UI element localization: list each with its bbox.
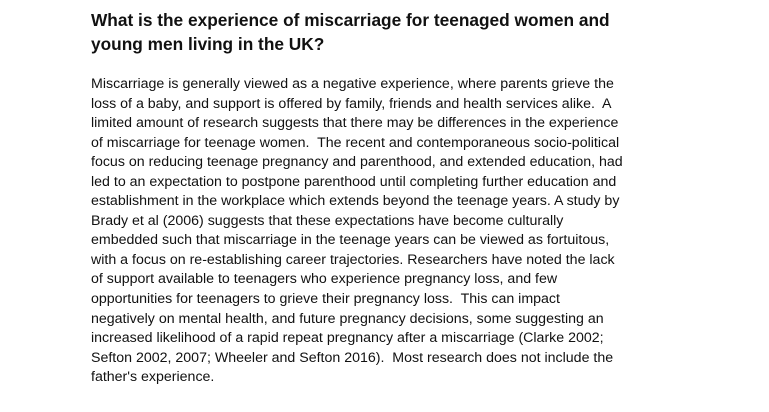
paragraph-line: loss of a baby, and support is offered by family, friends and health services alike. A bbox=[91, 95, 612, 112]
paragraph-line: with a focus on re-establishing career trajectories. Researchers have noted the lack bbox=[91, 251, 615, 268]
heading-line: What is the experience of miscarriage for teenaged women and bbox=[91, 10, 610, 30]
heading-line: young men living in the UK? bbox=[91, 33, 325, 54]
document-heading bbox=[91, 0, 731, 56]
paragraph-line: father's experience. bbox=[91, 369, 215, 386]
paragraph-line: increased likelihood of a rapid repeat pregnancy after a miscarriage (Clarke 2002; bbox=[91, 330, 604, 347]
paragraph-line: focus on reducing teenage pregnancy and parenthood, and extended education, had bbox=[91, 154, 623, 171]
paragraph-line: limited amount of research suggests that there may be differences in the experience bbox=[91, 115, 619, 132]
paragraph-line: Brady et al (2006) suggests that these expectations have become culturally bbox=[91, 212, 564, 229]
paragraph-line: Sefton 2002, 2007; Wheeler and Sefton 2016). Most research does not include the bbox=[91, 349, 614, 366]
paragraph-line: establishment in the workplace which extends beyond the teenage years. A study by bbox=[91, 193, 620, 210]
paragraph-line: Miscarriage is generally viewed as a negative experience, where parents grieve the bbox=[91, 76, 614, 92]
paragraph-line: led to an expectation to postpone parenthood until completing further education and bbox=[91, 173, 617, 190]
document-page bbox=[91, 0, 731, 388]
paragraph-line: of support available to teenagers who experience pregnancy loss, and few bbox=[91, 271, 558, 288]
paragraph-line: embedded such that miscarriage in the teenage years can be viewed as fortuitous, bbox=[91, 232, 610, 249]
body-paragraph bbox=[91, 75, 731, 388]
paragraph-line: opportunities for teenagers to grieve their pregnancy loss. This can impact bbox=[91, 291, 560, 308]
paragraph-line: of miscarriage for teenage women. The recent and contemporaneous socio-political bbox=[91, 134, 620, 151]
paragraph-line: negatively on mental health, and future pregnancy decisions, some suggesting an bbox=[91, 310, 604, 327]
